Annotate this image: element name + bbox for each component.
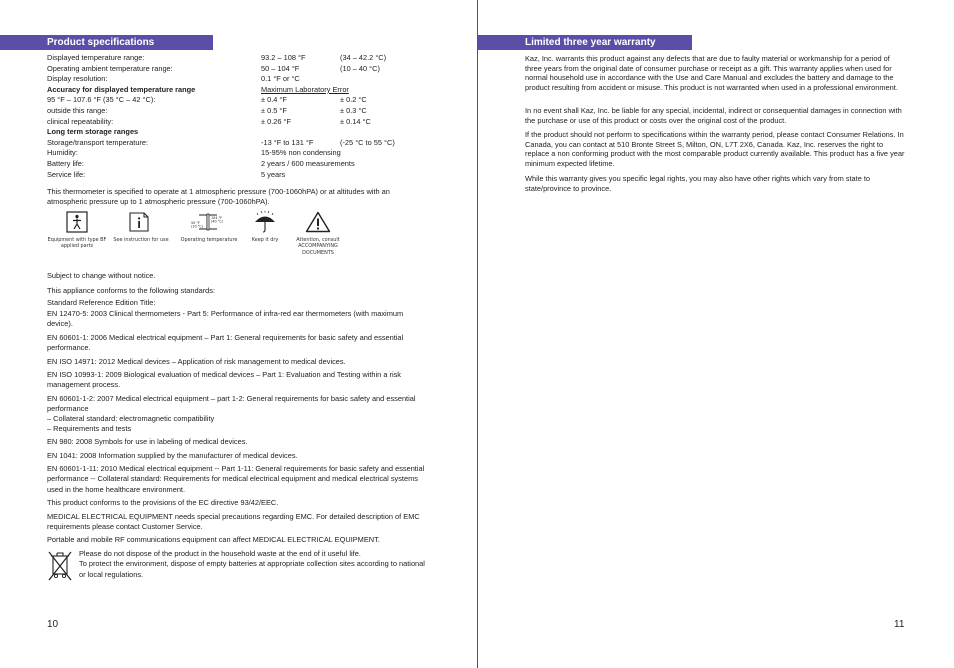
spec-row: [47, 95, 437, 106]
spec-row: [47, 127, 437, 138]
operating-temp-symbol: [177, 211, 241, 243]
spec-row: [47, 74, 437, 85]
right-page: [478, 0, 954, 668]
spec-row: [47, 106, 437, 117]
spec-value: 2 years / 600 measurements: [261, 158, 355, 168]
spec-value: 50 – 104 °F: [261, 63, 300, 73]
emc-note: MEDICAL ELECTRICAL EQUIPMENT needs special precautions regarding EMC. For detailed description of EMC requirements please contact Customer Service.: [47, 512, 420, 532]
spec-value: ± 0.26 °F: [261, 116, 292, 126]
altitude-note: This thermometer is specified to operate at 1 atmospheric pressure (700-1060hPA) or at altitudes with an atmospheric pressure up to 1 atmospheric pressure (700-1060hPA).: [47, 187, 390, 207]
standard-item: EN 60601-1-2: 2007 Medical electrical equipment – part 1-2: General requirements for basic safety and essential performance: [47, 394, 416, 414]
standard-item: EN 980: 2008 Symbols for use in labeling of medical devices.: [47, 437, 248, 446]
spec-value: 0.1 °F or °C: [261, 74, 300, 84]
svg-text:104 °F: 104 °F: [211, 216, 223, 220]
crossed-bin-icon: [47, 550, 73, 582]
product-specifications-heading: Product specifications: [0, 35, 213, 50]
spec-row: [47, 85, 437, 96]
standard-item: EN ISO 14971: 2012 Medical devices – Application of risk management to medical devices.: [47, 357, 346, 366]
spec-table: [47, 53, 437, 180]
spec-value: 5 years: [261, 169, 286, 179]
spec-label: Long term storage ranges: [47, 127, 139, 137]
standard-item: – Requirements and tests: [47, 424, 132, 433]
spec-label: Humidity:: [47, 148, 78, 158]
standard-item: EN 12470-5: 2003 Clinical thermometers - Part 5: Performance of infra-red ear thermometers (with maximum device).: [47, 309, 404, 329]
spec-label: Service life:: [47, 169, 86, 179]
page-number-right: 11: [894, 619, 905, 630]
warranty-paragraph: If the product should not perform to specifications within the warranty period, please contact Consumer Relations. In Canada, you can contact at 510 Bronte Street S, Milton, ON, L7T 2X6, Canada. Kaz, Inc. reserves the right to replace a non conforming product with the most comparable product currently available. This product has a five year minimum expected lifetime.: [525, 130, 905, 168]
warranty-paragraph: While this warranty gives you specific legal rights, you may also have other rights which vary from state to state/province to province.: [525, 174, 871, 193]
warning-triangle-icon: [305, 211, 331, 233]
spec-value-alt: ± 0.2 °C: [340, 95, 367, 105]
keep-dry-symbol: [245, 211, 285, 243]
standard-title: Standard Reference Edition Title:: [47, 298, 156, 307]
svg-text:(10 °C): (10 °C): [191, 224, 204, 229]
spec-value: Maximum Laboratory Error: [261, 84, 349, 94]
standard-item: EN 1041: 2008 Information supplied by the manufacturer of medical devices.: [47, 451, 298, 460]
disposal-line-2: To protect the environment, dispose of empty batteries at appropriate collection sites according to national or local regulations.: [79, 559, 425, 579]
svg-text:50 °F: 50 °F: [191, 221, 201, 225]
spec-label: 95 °F – 107.6 °F (35 °C – 42 °C):: [47, 95, 156, 105]
disposal-line-1: Please do not dispose of the product in the household waste at the end of it useful life.: [79, 549, 361, 558]
instructions-label: See instruction for use: [113, 237, 169, 243]
type-bf-symbol: [47, 211, 107, 250]
spec-value-alt: ± 0.14 °C: [340, 116, 371, 126]
spec-value-alt: ± 0.3 °C: [340, 105, 367, 115]
spec-label: Display resolution:: [47, 74, 108, 84]
conforms-standards: This appliance conforms to the following standards:: [47, 286, 216, 295]
ec-directive: This product conforms to the provisions of the EC directive 93/42/EEC.: [47, 498, 279, 507]
spec-value: 15-95% non condensing: [261, 148, 341, 158]
thermometer-range-icon: [189, 211, 229, 233]
instructions-symbol: [111, 211, 171, 243]
spec-row: [47, 53, 437, 64]
operating-temp-label: Operating temperature: [180, 237, 238, 243]
type-bf-icon: [66, 211, 88, 233]
keep-dry-label: Keep it dry: [251, 237, 279, 243]
umbrella-icon: [252, 211, 278, 233]
spec-row: [47, 159, 437, 170]
svg-text:(40 °C): (40 °C): [211, 219, 224, 224]
warranty-heading: Limited three year warranty: [478, 35, 692, 50]
spec-row: [47, 148, 437, 159]
instructions-icon: [128, 211, 154, 233]
attention-symbol: [287, 211, 349, 256]
disposal-note: [79, 549, 429, 580]
standard-item: EN 60601-1: 2006 Medical electrical equipment – Part 1: General requirements for basic safety and essential performance.: [47, 333, 404, 353]
standard-item: EN 60601-1-11: 2010 Medical electrical equipment -- Part 1-11: General requirements for basic safety and essential performance -- Collateral standard: Requirements for medical electrical equipment and medical electrical systems used in the home healthcare environment.: [47, 464, 425, 494]
spec-value: 93.2 – 108 °F: [261, 53, 306, 62]
spec-value-alt: (10 – 40 °C): [340, 63, 380, 73]
spec-value: ± 0.5 °F: [261, 105, 287, 115]
spec-value: ± 0.4 °F: [261, 95, 287, 105]
spec-value-alt: (34 – 42.2 °C): [340, 53, 387, 62]
warranty-paragraph: In no event shall Kaz, Inc. be liable for any special, incidental, indirect or consequential damages in connection with the purchase or use of this product or costs over the original cost of the product.: [525, 106, 902, 125]
spec-value-alt: (-25 °C to 55 °C): [340, 137, 395, 147]
spec-label: Accuracy for displayed temperature range: [47, 84, 196, 94]
symbol-row: [47, 211, 357, 271]
type-bf-label: Equipment with type BF applied parts: [47, 237, 107, 250]
spec-label: outside this range:: [47, 105, 108, 115]
standard-item: EN ISO 10993-1: 2009 Biological evaluation of medical devices – Part 1: Evaluation and Testing within a risk management process.: [47, 370, 401, 390]
spec-row: [47, 64, 437, 75]
spec-label: Operating ambient temperature range:: [47, 63, 173, 73]
standard-item: – Collateral standard: electromagnetic compatibility: [47, 414, 215, 423]
spec-value: -13 °F to 131 °F: [261, 137, 314, 147]
warranty-paragraph: Kaz, Inc. warrants this product against any defects that are due to faulty material or workmanship for a period of three years from the original date of consumer purchase or receipt as a gift. This warranty applies when used for normal household use in accordance with the Use and Care Manual and excludes the battery and damage to the product resulting from accident or misuse. This product is not warranted when used in a professional environment.: [525, 54, 898, 92]
spec-row: [47, 138, 437, 149]
attention-label: Attention, consult ACCOMPANYING DOCUMENTS: [296, 237, 340, 256]
spec-label: Displayed temperature range:: [47, 53, 145, 62]
spec-label: Storage/transport temperature:: [47, 137, 149, 147]
spec-row: [47, 117, 437, 128]
spec-row: [47, 170, 437, 181]
page-number-left: 10: [47, 619, 59, 630]
subject-to-change: Subject to change without notice.: [47, 271, 156, 280]
spec-label: clinical repeatability:: [47, 116, 114, 126]
rf-note: Portable and mobile RF communications equipment can affect MEDICAL ELECTRICAL EQUIPMENT.: [47, 535, 380, 544]
spec-label: Battery life:: [47, 158, 84, 168]
